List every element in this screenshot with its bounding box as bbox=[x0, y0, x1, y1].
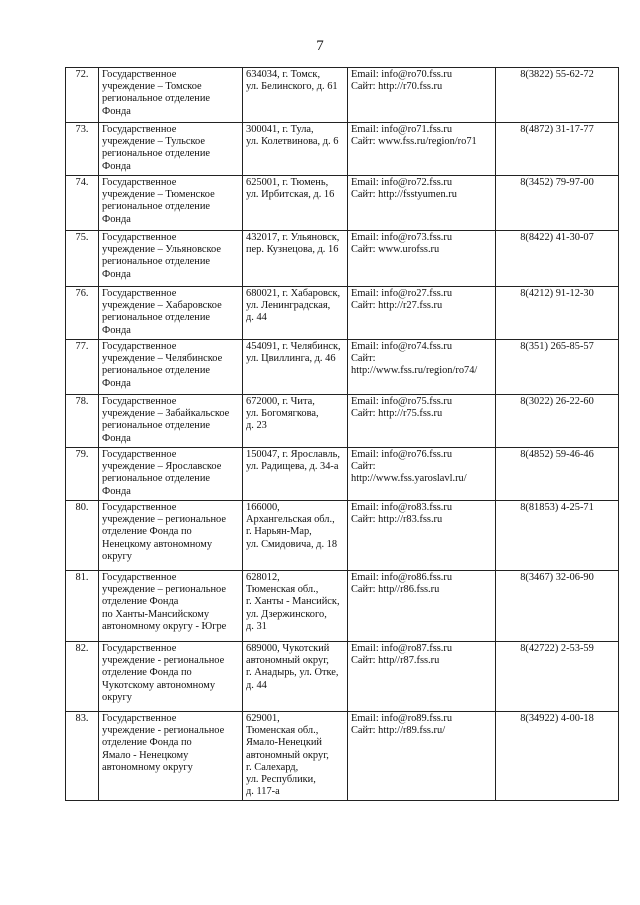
organization-line: по Ханты-Мансийскому bbox=[102, 608, 210, 620]
organization-line: учреждение – Тюменское bbox=[102, 189, 215, 201]
organization-line: региональное отделение bbox=[102, 365, 210, 377]
address-line: 689000, Чукотский bbox=[246, 643, 330, 654]
row-number: 81. bbox=[75, 572, 89, 583]
contact-line: Сайт: http://r27.fss.ru bbox=[351, 300, 443, 312]
contact-line: Email: info@ro83.fss.ru bbox=[351, 502, 453, 513]
address-line: г. Анадырь, ул. Отке, bbox=[246, 667, 339, 679]
organization-line: Фонда bbox=[102, 160, 131, 172]
table-row bbox=[66, 642, 619, 712]
address-line: Тюменская обл., bbox=[246, 725, 319, 737]
organization-line: округу bbox=[102, 691, 132, 703]
address-line: ул. Радищева, д. 34-а bbox=[246, 461, 339, 473]
organization-cell bbox=[99, 287, 243, 340]
row-number: 83. bbox=[75, 713, 89, 724]
address-cell bbox=[243, 340, 348, 395]
contact-line: Email: info@ro27.fss.ru bbox=[351, 288, 453, 299]
contacts-cell bbox=[348, 68, 496, 123]
address-line: ул. Белинского, д. 61 bbox=[246, 81, 338, 93]
table-row bbox=[66, 501, 619, 571]
contacts-cell bbox=[348, 176, 496, 231]
organization-line: округу bbox=[102, 550, 132, 562]
table-row bbox=[66, 448, 619, 501]
contact-line: Сайт: bbox=[351, 461, 376, 473]
phone-number: 8(34922) 4-00-18 bbox=[520, 713, 594, 724]
row-number-cell bbox=[66, 571, 99, 642]
organization-cell bbox=[99, 448, 243, 501]
contact-line: Сайт: http//r86.fss.ru bbox=[351, 584, 440, 596]
organization-line: Фонда bbox=[102, 432, 131, 444]
address-cell bbox=[243, 231, 348, 287]
organization-line: Фонда bbox=[102, 377, 131, 389]
contact-line: Сайт: http//r87.fss.ru bbox=[351, 655, 440, 667]
contact-line: Email: info@ro86.fss.ru bbox=[351, 572, 453, 583]
organization-line: автономному округу bbox=[102, 761, 193, 773]
row-number: 72. bbox=[75, 69, 89, 80]
organization-line: региональное отделение bbox=[102, 148, 210, 160]
organization-line: региональное отделение bbox=[102, 93, 210, 105]
organization-line: Государственное bbox=[102, 449, 177, 460]
organization-line: учреждение – региональное bbox=[102, 584, 226, 596]
organization-line: учреждение – Тульское bbox=[102, 136, 205, 148]
organization-cell bbox=[99, 231, 243, 287]
address-line: 454091, г. Челябинск, bbox=[246, 341, 341, 352]
phone-number: 8(81853) 4-25-71 bbox=[520, 502, 594, 513]
address-line: автономный округ, bbox=[246, 655, 329, 667]
organization-cell bbox=[99, 642, 243, 712]
phone-cell bbox=[496, 395, 619, 448]
address-cell bbox=[243, 501, 348, 571]
organization-line: Фонда bbox=[102, 213, 131, 225]
address-cell bbox=[243, 571, 348, 642]
contact-line: http://www.fss.ru/region/ro74/ bbox=[351, 365, 478, 377]
contact-line: Сайт: http://fsstyumen.ru bbox=[351, 189, 457, 201]
organization-cell bbox=[99, 571, 243, 642]
organization-line: автономному округу - Югре bbox=[102, 620, 227, 632]
table-row bbox=[66, 176, 619, 231]
row-number: 75. bbox=[75, 232, 89, 243]
contact-line: Сайт: http://r70.fss.ru bbox=[351, 81, 443, 93]
address-cell bbox=[243, 642, 348, 712]
table-row bbox=[66, 395, 619, 448]
row-number-cell bbox=[66, 448, 99, 501]
organization-cell bbox=[99, 395, 243, 448]
address-line: Архангельская обл., bbox=[246, 514, 335, 526]
contacts-cell bbox=[348, 395, 496, 448]
row-number-cell bbox=[66, 395, 99, 448]
phone-cell bbox=[496, 340, 619, 395]
organization-line: Государственное bbox=[102, 643, 177, 654]
organization-line: Ненецкому автономному bbox=[102, 538, 213, 550]
row-number-cell bbox=[66, 712, 99, 801]
organization-line: Государственное bbox=[102, 572, 177, 583]
phone-cell bbox=[496, 712, 619, 801]
row-number: 80. bbox=[75, 502, 89, 513]
organization-line: Государственное bbox=[102, 341, 177, 352]
organization-line: Государственное bbox=[102, 177, 177, 188]
organization-line: Фонда bbox=[102, 485, 131, 497]
page-number: 7 bbox=[316, 38, 324, 54]
organization-line: Чукотскому автономному bbox=[102, 679, 216, 691]
contact-line: Email: info@ro87.fss.ru bbox=[351, 643, 453, 654]
contact-line: Сайт: www.fss.ru/region/ro71 bbox=[351, 136, 477, 148]
phone-number: 8(42722) 2-53-59 bbox=[520, 643, 594, 654]
table-row bbox=[66, 123, 619, 176]
address-cell bbox=[243, 287, 348, 340]
phone-number: 8(4872) 31-17-77 bbox=[520, 124, 594, 135]
row-number-cell bbox=[66, 642, 99, 712]
organization-line: Государственное bbox=[102, 502, 177, 513]
row-number: 74. bbox=[75, 177, 89, 188]
contacts-cell bbox=[348, 340, 496, 395]
address-line: 432017, г. Ульяновск, bbox=[246, 232, 340, 243]
address-line: ул. Ленинградская, bbox=[246, 300, 331, 312]
phone-cell bbox=[496, 448, 619, 501]
phone-cell bbox=[496, 642, 619, 712]
address-line: д. 23 bbox=[246, 420, 267, 432]
contacts-cell bbox=[348, 231, 496, 287]
row-number: 73. bbox=[75, 124, 89, 135]
contacts-cell bbox=[348, 123, 496, 176]
organization-cell bbox=[99, 501, 243, 571]
contacts-cell bbox=[348, 642, 496, 712]
organization-line: региональное отделение bbox=[102, 473, 210, 485]
row-number-cell bbox=[66, 123, 99, 176]
table-row bbox=[66, 712, 619, 801]
address-line: 150047, г. Ярославль, bbox=[246, 449, 340, 460]
phone-cell bbox=[496, 231, 619, 287]
organization-line: учреждение – Ярославское bbox=[102, 461, 222, 473]
address-line: 166000, bbox=[246, 502, 280, 513]
address-line: 629001, bbox=[246, 713, 280, 724]
organization-cell bbox=[99, 176, 243, 231]
organization-line: Государственное bbox=[102, 288, 177, 299]
phone-number: 8(4212) 91-12-30 bbox=[520, 288, 594, 299]
address-line: д. 44 bbox=[246, 679, 267, 691]
phone-number: 8(3022) 26-22-60 bbox=[520, 396, 594, 407]
row-number-cell bbox=[66, 231, 99, 287]
address-line: д. 31 bbox=[246, 620, 267, 632]
phone-cell bbox=[496, 68, 619, 123]
address-cell bbox=[243, 123, 348, 176]
contact-line: Сайт: http://r89.fss.ru/ bbox=[351, 725, 446, 737]
address-line: ул. Богомягкова, bbox=[246, 408, 319, 420]
organization-line: Ямало - Ненецкому bbox=[102, 749, 189, 761]
organization-line: Государственное bbox=[102, 69, 177, 80]
contact-line: Сайт: http://r75.fss.ru bbox=[351, 408, 443, 420]
contact-line: Email: info@ro73.fss.ru bbox=[351, 232, 453, 243]
organization-line: учреждение - региональное bbox=[102, 725, 225, 737]
phone-number: 8(8422) 41-30-07 bbox=[520, 232, 594, 243]
organization-line: Фонда bbox=[102, 105, 131, 117]
contact-line: http://www.fss.yaroslavl.ru/ bbox=[351, 473, 467, 485]
organization-cell bbox=[99, 712, 243, 801]
phone-number: 8(3452) 79-97-00 bbox=[520, 177, 594, 188]
table-row bbox=[66, 571, 619, 642]
organization-line: Государственное bbox=[102, 124, 177, 135]
organization-line: Государственное bbox=[102, 396, 177, 407]
address-line: ул. Дзержинского, bbox=[246, 608, 327, 620]
table-body bbox=[66, 68, 619, 801]
organization-cell bbox=[99, 123, 243, 176]
address-line: 680021, г. Хабаровск, bbox=[246, 288, 341, 299]
organization-line: учреждение - региональное bbox=[102, 655, 225, 667]
organization-line: региональное отделение bbox=[102, 256, 210, 268]
address-line: г. Нарьян-Мар, bbox=[246, 526, 312, 538]
row-number: 76. bbox=[75, 288, 89, 299]
table-row bbox=[66, 231, 619, 287]
address-line: 300041, г. Тула, bbox=[246, 124, 314, 135]
organization-cell bbox=[99, 340, 243, 395]
contacts-cell bbox=[348, 571, 496, 642]
address-line: ул. Колетвинова, д. 6 bbox=[246, 136, 339, 148]
phone-number: 8(4852) 59-46-46 bbox=[520, 449, 594, 460]
phone-number: 8(351) 265-85-57 bbox=[520, 341, 594, 352]
organization-line: учреждение – Хабаровское bbox=[102, 300, 222, 312]
organization-cell bbox=[99, 68, 243, 123]
contact-line: Email: info@ro71.fss.ru bbox=[351, 124, 453, 135]
organization-line: учреждение – Забайкальское bbox=[102, 408, 230, 420]
address-cell bbox=[243, 712, 348, 801]
contact-line: Сайт: bbox=[351, 353, 376, 365]
row-number: 79. bbox=[75, 449, 89, 460]
address-line: автономный округ, bbox=[246, 749, 329, 761]
organization-line: Фонда bbox=[102, 324, 131, 336]
address-line: д. 117-а bbox=[246, 786, 280, 798]
address-line: 672000, г. Чита, bbox=[246, 396, 315, 407]
row-number-cell bbox=[66, 501, 99, 571]
organization-line: региональное отделение bbox=[102, 420, 210, 432]
address-line: Тюменская обл., bbox=[246, 584, 319, 596]
address-cell bbox=[243, 176, 348, 231]
contact-line: Сайт: http://r83.fss.ru bbox=[351, 514, 443, 526]
address-cell bbox=[243, 448, 348, 501]
regional-offices-table bbox=[65, 67, 619, 801]
organization-line: отделение Фонда по bbox=[102, 526, 192, 538]
address-cell bbox=[243, 68, 348, 123]
phone-cell bbox=[496, 501, 619, 571]
address-line: 625001, г. Тюмень, bbox=[246, 177, 329, 188]
contact-line: Email: info@ro74.fss.ru bbox=[351, 341, 453, 352]
address-line: ул. Ирбитская, д. 16 bbox=[246, 189, 335, 201]
contact-line: Email: info@ro70.fss.ru bbox=[351, 69, 453, 80]
phone-cell bbox=[496, 123, 619, 176]
organization-line: учреждение – Челябинское bbox=[102, 353, 223, 365]
address-line: ул. Республики, bbox=[246, 774, 316, 786]
address-line: г. Салехард, bbox=[246, 761, 299, 773]
organization-line: региональное отделение bbox=[102, 312, 210, 324]
row-number-cell bbox=[66, 176, 99, 231]
organization-line: учреждение – Ульяновское bbox=[102, 244, 221, 256]
table-row bbox=[66, 287, 619, 340]
address-line: г. Ханты - Мансийск, bbox=[246, 596, 340, 608]
address-line: 628012, bbox=[246, 572, 280, 583]
address-line: ул. Цвиллинга, д. 46 bbox=[246, 353, 336, 365]
phone-cell bbox=[496, 287, 619, 340]
row-number-cell bbox=[66, 340, 99, 395]
contacts-cell bbox=[348, 712, 496, 801]
organization-line: отделение Фонда bbox=[102, 596, 179, 608]
address-cell bbox=[243, 395, 348, 448]
row-number: 82. bbox=[75, 643, 89, 654]
organization-line: Государственное bbox=[102, 232, 177, 243]
table-row bbox=[66, 68, 619, 123]
address-line: 634034, г. Томск, bbox=[246, 69, 321, 80]
row-number-cell bbox=[66, 287, 99, 340]
organization-line: Фонда bbox=[102, 268, 131, 280]
address-line: д. 44 bbox=[246, 312, 267, 324]
address-line: Ямало-Ненецкий bbox=[246, 737, 322, 749]
organization-line: Государственное bbox=[102, 713, 177, 724]
contacts-cell bbox=[348, 501, 496, 571]
table-row bbox=[66, 340, 619, 395]
row-number-cell bbox=[66, 68, 99, 123]
address-line: ул. Смидовича, д. 18 bbox=[246, 538, 338, 550]
row-number: 77. bbox=[75, 341, 89, 352]
phone-cell bbox=[496, 571, 619, 642]
contacts-cell bbox=[348, 287, 496, 340]
contact-line: Email: info@ro75.fss.ru bbox=[351, 396, 453, 407]
contact-line: Email: info@ro89.fss.ru bbox=[351, 713, 453, 724]
organization-line: отделение Фонда по bbox=[102, 667, 192, 679]
contacts-cell bbox=[348, 448, 496, 501]
organization-line: учреждение – региональное bbox=[102, 514, 226, 526]
contact-line: Email: info@ro76.fss.ru bbox=[351, 449, 453, 460]
phone-number: 8(3822) 55-62-72 bbox=[520, 69, 594, 80]
contact-line: Сайт: www.urofss.ru bbox=[351, 244, 440, 256]
row-number: 78. bbox=[75, 396, 89, 407]
address-line: пер. Кузнецова, д. 16 bbox=[246, 244, 339, 256]
organization-line: учреждение – Томское bbox=[102, 81, 202, 93]
phone-cell bbox=[496, 176, 619, 231]
contact-line: Email: info@ro72.fss.ru bbox=[351, 177, 453, 188]
organization-line: отделение Фонда по bbox=[102, 737, 192, 749]
phone-number: 8(3467) 32-06-90 bbox=[520, 572, 594, 583]
organization-line: региональное отделение bbox=[102, 201, 210, 213]
